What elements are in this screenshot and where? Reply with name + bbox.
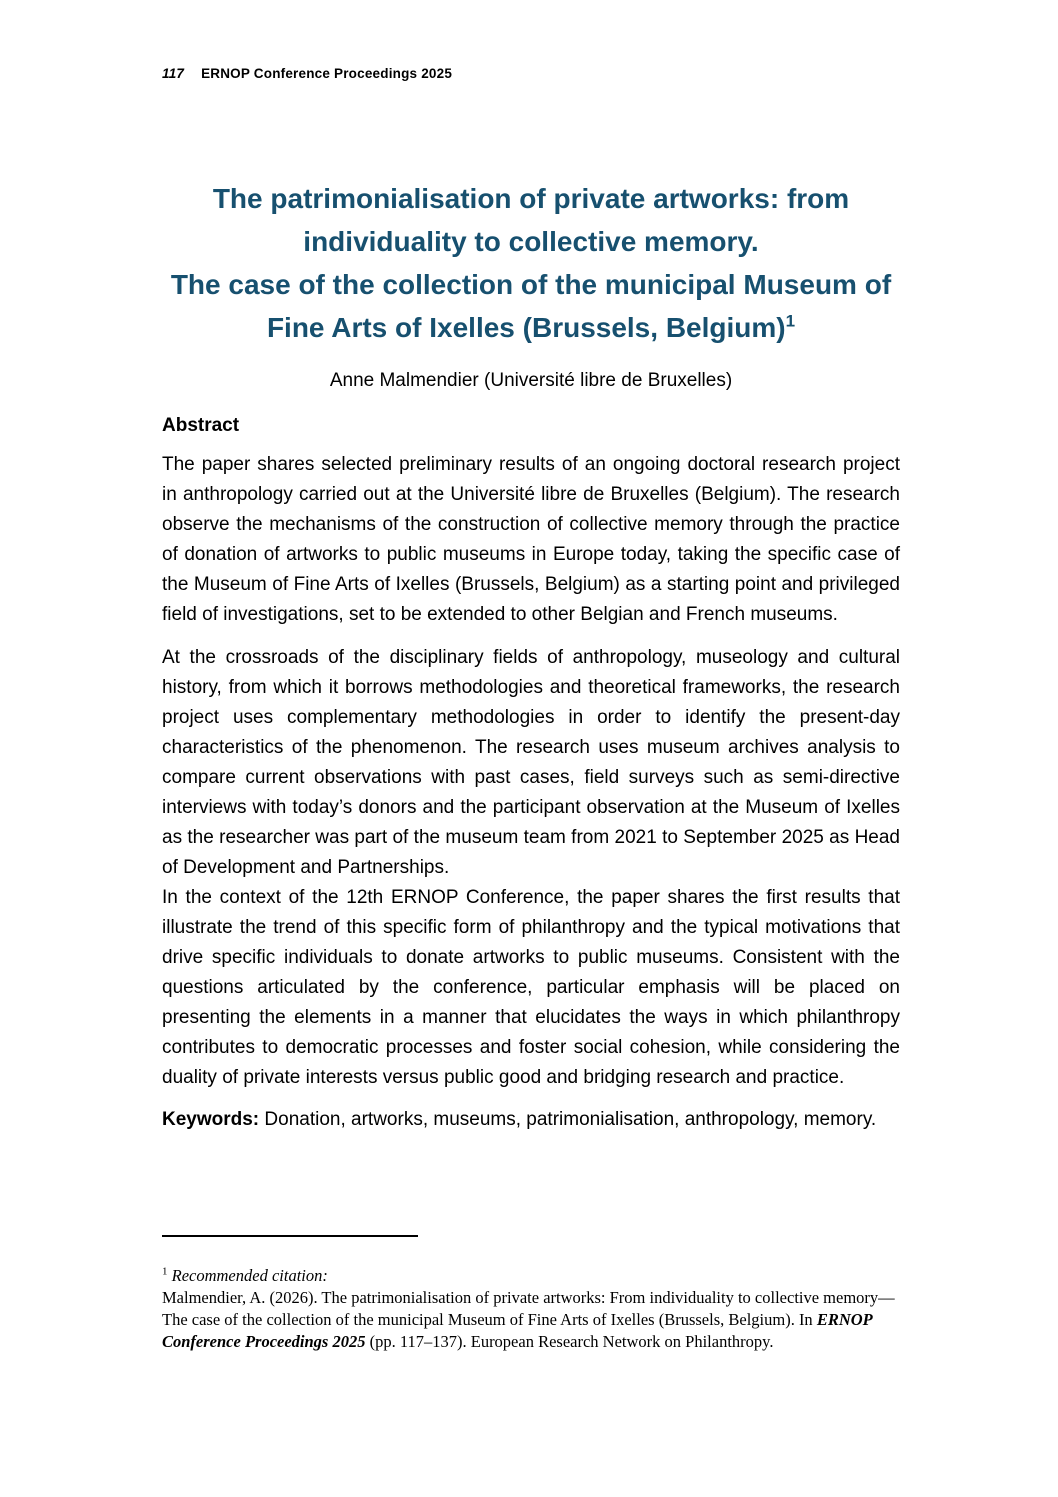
- title-line-4: [162, 306, 900, 349]
- footnote-block: [162, 1235, 900, 1353]
- title-footnote-marker: 1: [785, 311, 796, 331]
- proceedings-title: ERNOP Conference Proceedings 2025: [201, 66, 453, 81]
- abstract-paragraph-1: The paper shares selected preliminary results of an ongoing doctoral research project in anthropology carried out at the Université libre de Bruxelles (Belgium). The research observe the mechanisms of the construction of collective memory through the practice of donation of artworks to public museums in Europe today, taking the specific case of the Museum of Fine Arts of Ixelles (Brussels, Belgium) as a starting point and privileged field of investigations, set to be extended to other Belgian and French museums.: [162, 454, 900, 625]
- paper-title: [162, 177, 900, 349]
- footnote-citation-text: [162, 1287, 900, 1353]
- citation-work-title: ERNOP Conference Proceedings 2025: [162, 1310, 873, 1351]
- title-line-3: The case of the collection of the municipal Museum of: [170, 269, 892, 300]
- abstract-paragraph-3: In the context of the 12th ERNOP Conference, the paper shares the first results that illustrate the trend of this specific form of philanthropy and the typical motivations that drive specific individuals to donate artworks to public museums. Consistent with the questions articulated by the conference, particular emphasis will be placed on presenting the elements in a manner that elucidates the ways in which philanthropy contributes to democratic processes and foster social cohesion, while considering the duality of private interests versus public good and bridging research and practice.: [162, 887, 900, 1088]
- keywords-text: Donation, artworks, museums, patrimonialisation, anthropology, memory.: [259, 1109, 877, 1130]
- running-header: [162, 66, 900, 81]
- title-line-2: individuality to collective memory.: [303, 226, 759, 257]
- footnote-separator: [162, 1235, 418, 1237]
- title-line-1: The patrimonialisation of private artworks: from: [212, 183, 850, 214]
- footnote-citation-label: [162, 1265, 900, 1287]
- footnote-label-text: Recommended citation:: [167, 1266, 328, 1285]
- page-number: 117: [162, 66, 185, 81]
- citation-text-after: (pp. 117–137). European Research Network on Philanthropy.: [365, 1332, 774, 1351]
- footnote-marker: 1: [162, 1265, 168, 1278]
- title-line-4-text: Fine Arts of Ixelles (Brussels, Belgium): [266, 312, 786, 343]
- keywords-label: Keywords:: [162, 1109, 260, 1130]
- author-line: Anne Malmendier (Université libre de Bruxelles): [329, 370, 733, 391]
- abstract-heading: Abstract: [162, 415, 240, 436]
- abstract-paragraph-2: At the crossroads of the disciplinary fields of anthropology, museology and cultural history, from which it borrows methodologies and theoretical frameworks, the research project uses complementary methodologies in order to identify the present-day characteristics of the phenomenon. The research uses museum archives analysis to compare current observations with past cases, field surveys such as semi-directive interviews with today’s donors and the participant observation at the Museum of Ixelles as the researcher was part of the museum team from 2021 to September 2025 as Head of Development and Partnerships.: [162, 647, 900, 878]
- keywords-line: [162, 1109, 900, 1131]
- citation-text-before: Malmendier, A. (2026). The patrimonialisation of private artworks: From individuality to collective memory—The case of the collection of the municipal Museum of Fine Arts of Ixelles (Brussels, Belgium). In: [162, 1288, 895, 1329]
